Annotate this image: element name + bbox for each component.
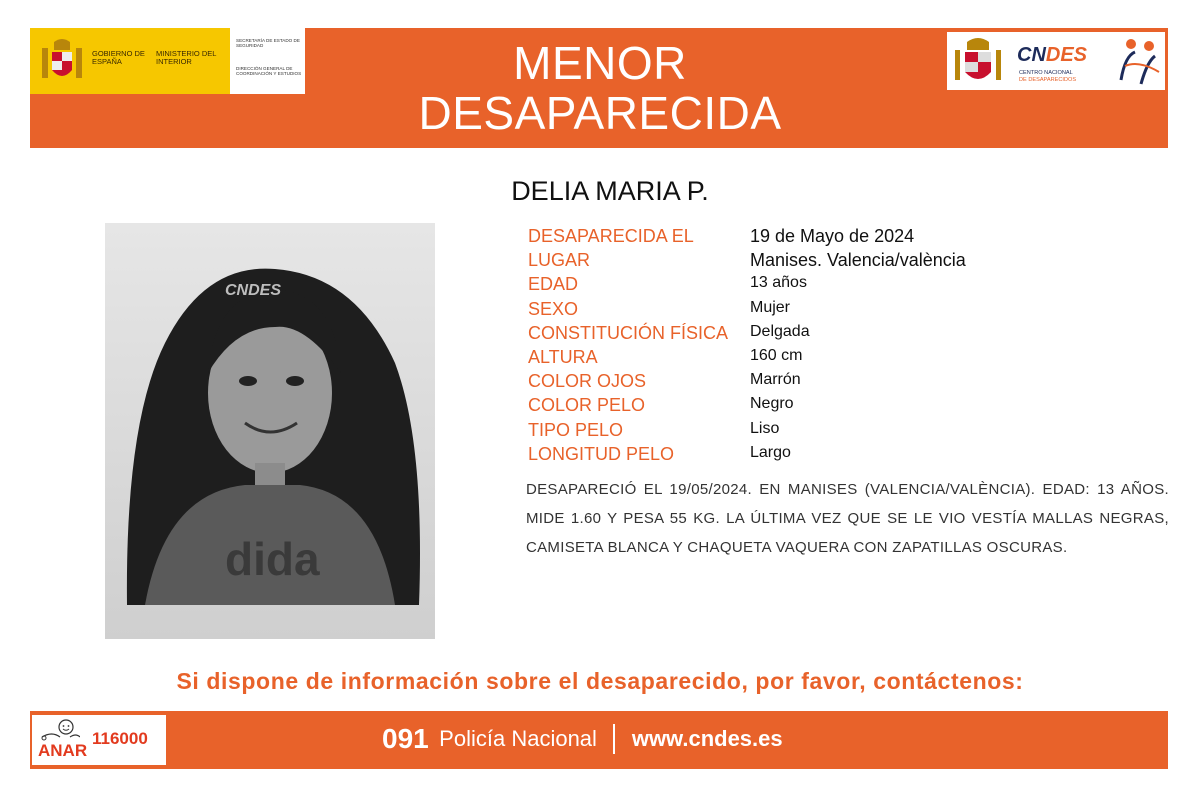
footer-contacts	[382, 723, 783, 755]
detail-value: 19 de Mayo de 2024	[750, 226, 915, 246]
detail-label: CONSTITUCIÓN FÍSICA	[528, 322, 729, 343]
cndes-brand: CNDES	[1017, 44, 1088, 66]
detail-label: TIPO PELO	[528, 419, 624, 440]
detail-value: Delgada	[750, 322, 810, 340]
header-banner	[30, 28, 1168, 148]
portrait-image	[105, 223, 435, 639]
detail-value: Mujer	[750, 298, 791, 316]
person-photo	[105, 223, 435, 639]
svg-text:dida: dida	[225, 533, 320, 585]
royal-crest-icon	[951, 36, 1005, 88]
detail-value: Marrón	[750, 371, 801, 389]
photo-watermark: CNDES	[225, 282, 282, 299]
detail-value: 160 cm	[750, 346, 803, 364]
person-name: DELIA MARIA P.	[511, 176, 709, 206]
cndes-logo	[946, 31, 1166, 91]
smiley-face-icon	[40, 717, 80, 743]
anar-logo	[32, 715, 166, 765]
detail-label: SEXO	[528, 298, 579, 319]
detail-label: EDAD	[528, 274, 579, 295]
gobierno-text: GOBIERNO DE ESPAÑA	[92, 49, 145, 66]
detail-value: Manises. Valencia/valència	[750, 250, 966, 271]
detail-label: ALTURA	[528, 346, 598, 367]
poster-title: MENOR DESAPARECIDA	[418, 37, 782, 139]
detail-label: COLOR OJOS	[528, 371, 647, 392]
spain-coat-of-arms-icon	[40, 38, 84, 84]
detail-label: LUGAR	[528, 250, 591, 271]
description-text: DESAPARECIÓ EL 19/05/2024. EN MANISES (VALENCIA/VALÈNCIA). EDAD: 13 AÑOS. MIDE 1.60 Y PESA 55 KG. LA ÚLTIMA VEZ QUE SE LE VIO VESTÍA MALLAS NEGRAS, CAMISETA BLANCA Y CHAQUETA VAQUERA CON ZAPATILLAS OSCURAS.	[526, 481, 1169, 556]
anar-phone-number[interactable]: 116000	[92, 729, 148, 748]
people-figures-icon	[1115, 36, 1163, 88]
direccion-text: DIRECCIÓN GENERAL DE COORDINACIÓN Y ESTUDIOS	[236, 66, 302, 77]
ministerio-text: MINISTERIO DEL INTERIOR	[156, 49, 217, 66]
detail-value: Negro	[750, 395, 794, 413]
detail-label: DESAPARECIDA EL	[528, 226, 694, 246]
anar-name: ANAR	[38, 741, 88, 760]
contact-call-to-action: Si dispone de información sobre el desaparecido, por favor, contáctenos:	[176, 668, 1024, 694]
government-logo	[30, 28, 305, 94]
website-link[interactable]: www.cndes.es	[631, 726, 783, 751]
detail-label: COLOR PELO	[528, 395, 646, 416]
police-phone-number[interactable]: 091	[382, 723, 429, 754]
footer-banner	[30, 711, 1168, 769]
detail-value: Liso	[750, 419, 780, 437]
cndes-subtitle: CENTRO NACIONAL DE DESAPARECIDOS	[1019, 70, 1077, 83]
footer-divider	[613, 724, 615, 754]
police-name: Policía Nacional	[439, 726, 597, 751]
detail-value: 13 años	[750, 274, 807, 292]
detail-value: Largo	[750, 443, 791, 461]
secretaria-text: SECRETARÍA DE ESTADO DE SEGURIDAD	[236, 38, 300, 49]
detail-label: LONGITUD PELO	[528, 443, 675, 464]
